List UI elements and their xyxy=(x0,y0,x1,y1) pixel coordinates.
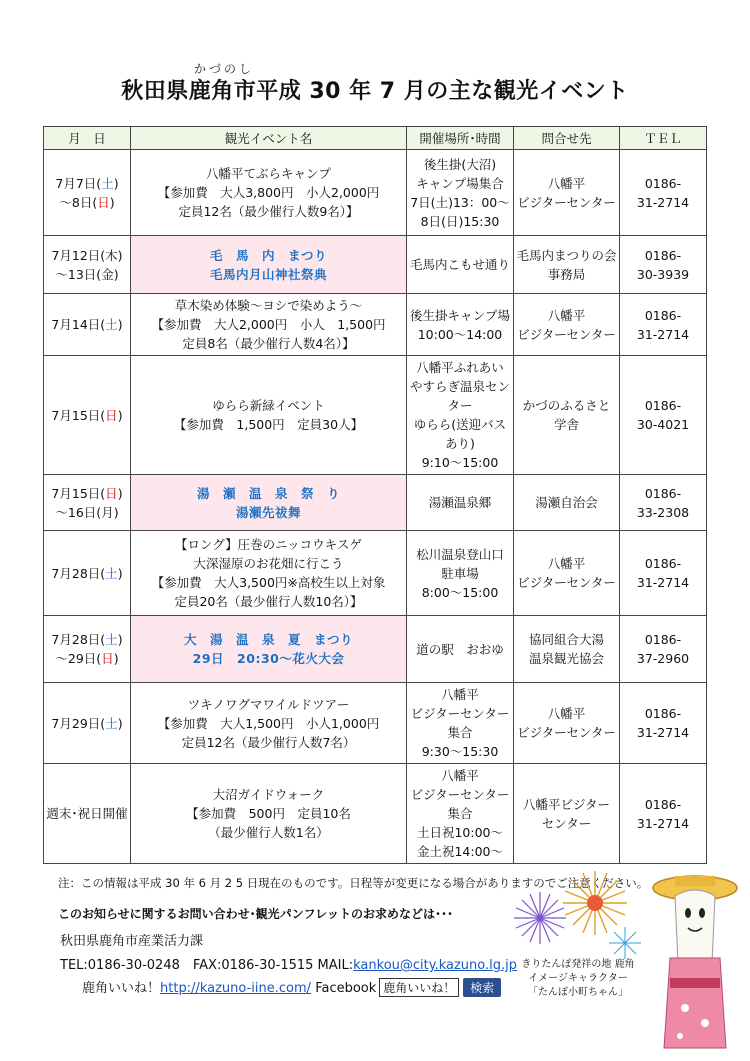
date-text: ～8日( xyxy=(59,194,98,210)
saturday-label: 土 xyxy=(101,175,114,191)
event-name-line: 湯瀬先祓舞 xyxy=(235,504,301,520)
table-row xyxy=(44,616,707,683)
date-text: 7月29日( xyxy=(51,715,106,731)
venue-line: 土日祝10:00～ xyxy=(416,825,504,840)
tel-line: 0186- xyxy=(644,247,682,263)
tanpo-komachi-mascot xyxy=(653,876,737,1048)
event-venue-cell xyxy=(407,236,514,294)
contact-line: センター xyxy=(541,815,592,831)
event-tel-cell xyxy=(620,150,707,236)
contact-line: かづのふるさと xyxy=(522,398,611,413)
sunday-label: 日 xyxy=(101,651,114,666)
event-venue-cell xyxy=(407,294,514,356)
venue-line: やすらぎ温泉センター xyxy=(409,379,510,413)
venue-line: ゆらら(送迎バスあり) xyxy=(413,417,507,451)
event-tel-cell xyxy=(620,764,707,864)
contact-line: 学舎 xyxy=(553,417,579,432)
tel-line: 31-2714 xyxy=(636,194,690,210)
tel-line: 31-2714 xyxy=(636,575,690,590)
venue-line: 7日(土)13：00～ xyxy=(410,194,510,210)
tel-line: 0186- xyxy=(644,632,682,647)
date-text: 7月15日( xyxy=(51,485,106,501)
event-name-line: 【参加費 大人3,800円 小人2,000円 xyxy=(157,185,380,200)
event-date-cell xyxy=(44,683,131,764)
event-contact-cell xyxy=(514,150,620,236)
venue-line: ビジターセンター集合 xyxy=(410,787,510,821)
mascot-caption xyxy=(513,958,643,1000)
mascot-caption-line: イメージキャラクター xyxy=(528,973,628,984)
contact-line: 八幡平 xyxy=(547,175,586,191)
event-date-cell xyxy=(44,616,131,683)
website-link[interactable]: http://kazuno-iine.com/ xyxy=(160,981,312,996)
contact-line: 八幡平 xyxy=(547,706,586,721)
saturday-label: 土 xyxy=(105,565,118,581)
venue-line: キャンプ場集合 xyxy=(416,175,504,191)
venue-line: 8:00～15:00 xyxy=(421,584,499,600)
tel-line: 0186- xyxy=(644,706,682,721)
tel-line: 31-2714 xyxy=(636,815,690,831)
event-name-cell xyxy=(131,683,407,764)
saturday-label: 土 xyxy=(105,632,118,647)
event-name-line: 【参加費 500円 定員10名 xyxy=(186,806,351,821)
tel-fax-text: TEL:0186-30-0248 FAX:0186-30-1515 MAIL: xyxy=(60,958,354,973)
event-name-line: 定員12名（最少催行人数7名） xyxy=(181,734,356,750)
event-name-cell xyxy=(131,764,407,864)
event-venue-cell xyxy=(407,531,514,616)
sunday-label: 日 xyxy=(105,485,118,501)
venue-line: 9:30～15:30 xyxy=(421,744,499,759)
date-text: 7月12日(木) xyxy=(51,247,123,263)
table-row xyxy=(44,683,707,764)
event-date-cell xyxy=(44,531,131,616)
event-tel-cell xyxy=(620,616,707,683)
event-name-cell xyxy=(131,294,407,356)
tel-line: 30-3939 xyxy=(636,266,690,282)
email-link[interactable]: kankou@city.kazuno.lg.jp xyxy=(353,958,518,973)
venue-line: 金土祝14:00～ xyxy=(416,844,504,859)
event-name-line: 【参加費 大人3,500円※高校生以上対象 xyxy=(151,575,386,590)
facebook-search-box[interactable]: 鹿角いいね！ xyxy=(379,978,459,997)
table-header-row xyxy=(44,127,707,150)
tel-line: 31-2714 xyxy=(636,326,690,342)
firework-blue-icon xyxy=(609,927,641,959)
tel-line: 33-2308 xyxy=(636,504,690,520)
contact-line: ビジターセンター xyxy=(517,326,616,342)
event-contact-cell xyxy=(514,616,620,683)
event-name-cell xyxy=(131,236,407,294)
date-text: ) xyxy=(117,715,123,731)
table-row xyxy=(44,764,707,864)
venue-line: 道の駅 おおゆ xyxy=(416,641,504,657)
firework-gold-icon xyxy=(563,871,627,935)
venue-line: 八幡平 xyxy=(441,768,479,783)
table-row xyxy=(44,294,707,356)
venue-line: 8日(日)15:30 xyxy=(420,213,500,229)
event-name-line: ツキノワグマワイルドツアー xyxy=(187,696,350,712)
disclaimer-note: 注：この情報は平成 30 年 6 月 2 5 日現在のものです。日程等が変更になる場合がありますのでご注意ください。 xyxy=(58,876,649,890)
col-venue-header: 開催場所･時間 xyxy=(407,127,514,150)
event-date-cell xyxy=(44,294,131,356)
event-name-line: 湯 瀬 温 泉 祭 り xyxy=(196,485,340,501)
firework-purple-icon xyxy=(514,892,566,944)
contact-line: 事務局 xyxy=(547,266,586,282)
event-venue-cell xyxy=(407,764,514,864)
event-name-line: （最少催行人数1名） xyxy=(208,825,329,840)
date-text: ) xyxy=(113,175,119,191)
date-text: ) xyxy=(117,485,123,501)
event-tel-cell xyxy=(620,356,707,475)
venue-line: 駐車場 xyxy=(441,565,479,581)
contact-line: 温泉観光協会 xyxy=(528,651,604,666)
title-ruby: かづのし xyxy=(193,62,254,76)
tel-line: 30-4021 xyxy=(636,417,690,432)
contact-heading: このお知らせに関するお問い合わせ･観光パンフレットのお求めなどは･･･ xyxy=(58,907,454,921)
date-text: ) xyxy=(117,317,123,332)
event-name-line: 大沼ガイドウォーク xyxy=(212,787,325,802)
facebook-label: Facebook xyxy=(315,981,377,996)
event-contact-cell xyxy=(514,475,620,531)
event-tel-cell xyxy=(620,475,707,531)
venue-line: 八幡平ふれあい xyxy=(416,360,504,375)
event-name-line: 29日 20:30～花火大会 xyxy=(192,651,345,666)
event-name-cell xyxy=(131,531,407,616)
date-text: 7月15日( xyxy=(51,407,106,423)
table-row xyxy=(44,150,707,236)
event-contact-cell xyxy=(514,236,620,294)
date-text: ) xyxy=(113,651,119,666)
venue-line: 毛馬内こもせ通り xyxy=(409,257,510,272)
sunday-label: 日 xyxy=(97,194,110,210)
event-name-line: 大深湿原のお花畑に行こう xyxy=(193,556,344,571)
event-name-line: 大 湯 温 泉 夏 まつり xyxy=(183,632,353,647)
event-name-line: 草木染め体験～ヨシで染めよう～ xyxy=(174,298,363,313)
event-contact-cell xyxy=(514,294,620,356)
event-name-line: 定員12名（最少催行人数9名）】 xyxy=(178,204,359,219)
contact-line: 八幡平 xyxy=(547,307,586,323)
event-name-line: 【参加費 大人1,500円 小人1,000円 xyxy=(157,715,380,731)
event-venue-cell xyxy=(407,150,514,236)
contact-line xyxy=(60,954,517,973)
event-contact-cell xyxy=(514,356,620,475)
event-date-cell xyxy=(44,356,131,475)
event-name-line: 定員8名（最少催行人数4名）】 xyxy=(182,336,355,351)
tel-line: 0186- xyxy=(644,398,682,413)
tel-line: 0186- xyxy=(644,556,682,571)
event-date-cell xyxy=(44,150,131,236)
event-tel-cell xyxy=(620,531,707,616)
event-venue-cell xyxy=(407,683,514,764)
col-contact-header: 問合せ先 xyxy=(514,127,620,150)
date-text: ) xyxy=(117,632,123,647)
event-contact-cell xyxy=(514,764,620,864)
event-date-cell xyxy=(44,236,131,294)
venue-line: 後生掛キャンプ場 xyxy=(409,307,510,323)
event-venue-cell xyxy=(407,475,514,531)
venue-line: 湯瀬温泉郷 xyxy=(428,495,492,510)
date-text: ～29日( xyxy=(55,651,102,666)
venue-line: 八幡平 xyxy=(441,687,479,702)
event-contact-cell xyxy=(514,531,620,616)
date-text: ) xyxy=(109,194,115,210)
contact-line: 湯瀬自治会 xyxy=(535,495,598,510)
date-text: 7月7日( xyxy=(55,175,102,191)
sunday-label: 日 xyxy=(105,407,118,423)
event-name-cell xyxy=(131,616,407,683)
mascot-caption-line: 「たんぽ小町ちゃん」 xyxy=(528,987,628,998)
venue-line: 10:00～14:00 xyxy=(417,326,503,342)
date-text: 7月28日( xyxy=(51,565,106,581)
mascot-caption-line: きりたんぽ発祥の地 鹿角 xyxy=(521,959,635,970)
events-table xyxy=(43,126,707,864)
table-row xyxy=(44,475,707,531)
web-line xyxy=(82,977,501,997)
event-name-line: 【ロング】圧巻のニッコウキスゲ xyxy=(175,537,362,552)
page-title: 秋田県鹿角市平成 30 年 7 月の主な観光イベント xyxy=(121,79,629,104)
event-name-cell xyxy=(131,150,407,236)
web-label: 鹿角いいね！ xyxy=(82,981,161,996)
col-tel-header: ＴＥＬ xyxy=(620,127,707,150)
event-name-line: 定員20名（最少催行人数10名）】 xyxy=(174,594,363,609)
event-venue-cell xyxy=(407,356,514,475)
tel-line: 37-2960 xyxy=(636,651,690,666)
date-text: 7月14日( xyxy=(51,317,106,332)
tel-line: 0186- xyxy=(644,307,682,323)
saturday-label: 土 xyxy=(105,317,118,332)
table-row xyxy=(44,531,707,616)
tel-line: 0186- xyxy=(644,485,682,501)
event-name-line: 毛馬内月山神社祭典 xyxy=(209,266,327,282)
date-text: ～16日(月) xyxy=(55,504,119,520)
event-name-cell xyxy=(131,475,407,531)
date-text: 週末･祝日開催 xyxy=(46,806,128,821)
department-name: 秋田県鹿角市産業活力課 xyxy=(60,934,204,949)
venue-line: 後生掛(大沼) xyxy=(423,156,497,172)
date-text: ) xyxy=(117,565,123,581)
event-name-line: ゆらら新緑イベント xyxy=(212,398,325,413)
venue-line: 9:10～15:00 xyxy=(421,455,499,470)
col-event-header: 観光イベント名 xyxy=(131,127,407,150)
contact-line: ビジターセンター xyxy=(517,194,616,210)
venue-line: 松川温泉登山口 xyxy=(416,546,504,562)
event-tel-cell xyxy=(620,294,707,356)
event-name-line: 【参加費 1,500円 定員30人】 xyxy=(173,417,364,432)
venue-line: ビジターセンター集合 xyxy=(410,706,510,740)
contact-line: 毛馬内まつりの会 xyxy=(516,247,617,263)
date-text: ～13日(金) xyxy=(55,266,119,282)
event-venue-cell xyxy=(407,616,514,683)
col-date-header: 月 日 xyxy=(44,127,131,150)
event-tel-cell xyxy=(620,683,707,764)
contact-line: ビジターセンター xyxy=(517,575,616,590)
contact-line: 八幡平ビジター xyxy=(522,796,610,812)
contact-line: ビジターセンター xyxy=(517,725,616,740)
date-text: ) xyxy=(117,407,123,423)
event-tel-cell xyxy=(620,236,707,294)
table-row xyxy=(44,236,707,294)
tel-line: 31-2714 xyxy=(636,725,690,740)
table-row xyxy=(44,356,707,475)
event-name-line: 八幡平てぶらキャンプ xyxy=(205,166,331,181)
tel-line: 0186- xyxy=(644,796,682,812)
event-contact-cell xyxy=(514,683,620,764)
tel-line: 0186- xyxy=(644,175,682,191)
event-date-cell xyxy=(44,764,131,864)
date-text: 7月28日( xyxy=(51,632,106,647)
saturday-label: 土 xyxy=(105,715,118,731)
event-name-cell xyxy=(131,356,407,475)
search-button[interactable]: 検索 xyxy=(463,978,501,997)
event-name-line: 【参加費 大人2,000円 小人 1,500円 xyxy=(151,317,386,332)
event-name-line: 毛 馬 内 まつり xyxy=(209,247,327,263)
event-date-cell xyxy=(44,475,131,531)
contact-line: 八幡平 xyxy=(547,556,586,571)
contact-line: 協同組合大湯 xyxy=(528,632,604,647)
